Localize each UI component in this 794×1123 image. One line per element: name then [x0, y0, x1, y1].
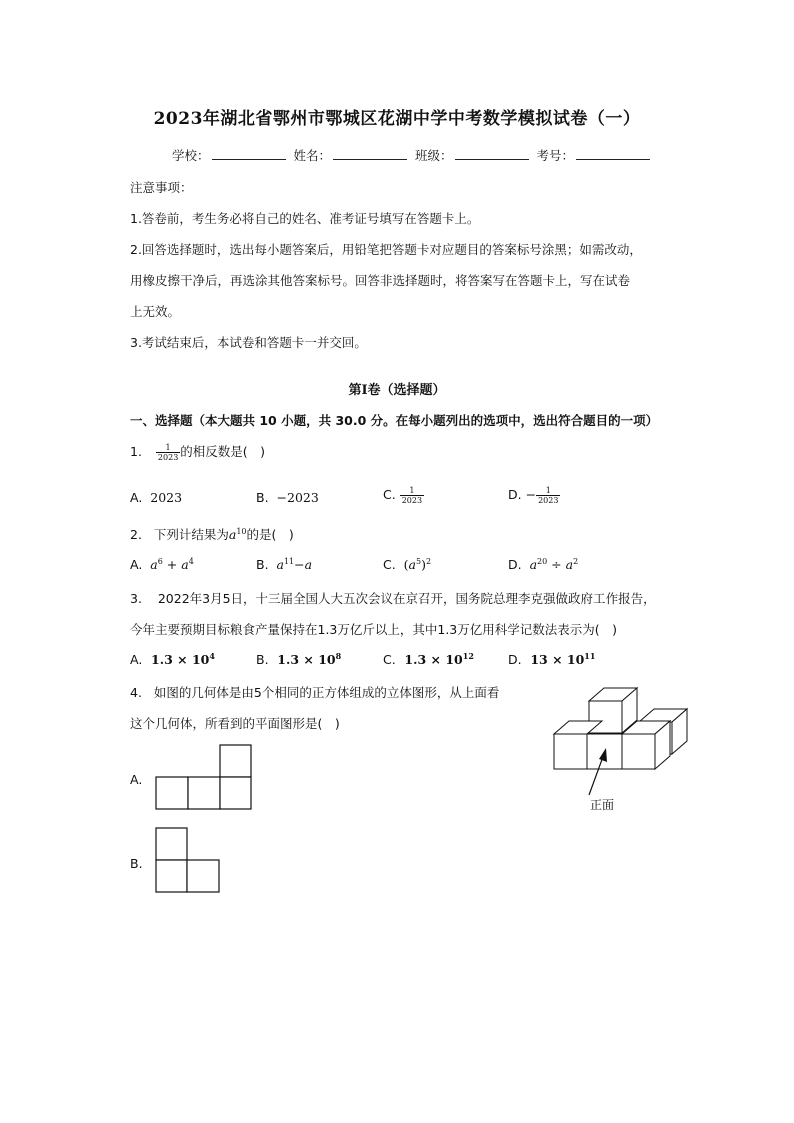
math-variable: a — [150, 557, 158, 572]
option-value: 1.3 × 10 — [151, 652, 210, 667]
question-4-number: 4. — [130, 685, 142, 700]
q4-option-b-figure — [154, 826, 224, 894]
option-label: D. — [508, 557, 522, 572]
q2-option-a — [130, 557, 194, 572]
class-label: 班级： — [415, 148, 453, 163]
math-exponent: 6 — [157, 557, 163, 566]
option-label: C. — [383, 652, 396, 667]
math-exponent: 10 — [236, 527, 247, 536]
option-label: B. — [256, 557, 269, 572]
option-label: B. — [256, 490, 269, 505]
math-exponent: 4 — [188, 557, 194, 566]
exam-no-label: 考号： — [536, 148, 575, 163]
notice-item-3: 3.考试结束后，本试卷和答题卡一并交回。 — [130, 335, 367, 350]
option-label: C. — [383, 557, 396, 572]
math-paren: ( — [403, 557, 409, 572]
q1-option-c — [383, 486, 424, 505]
fraction-denominator: 2023 — [157, 453, 179, 462]
q4-option-b-label: B. — [130, 856, 143, 871]
name-blank — [333, 147, 407, 160]
notice-item-2-line-2: 用橡皮擦干净后，再选涂其他答案标号。回答非选择题时，将答案写在答题卡上，写在试卷 — [130, 273, 631, 288]
question-1-number: 1. — [130, 444, 142, 459]
option-value: 1.3 × 10 — [404, 652, 463, 667]
question-1-text: 的相反数是( ) — [180, 444, 266, 459]
option-fraction — [536, 486, 560, 505]
question-3-number: 3. — [130, 591, 142, 606]
math-operator: + — [162, 557, 182, 572]
option-label: A. — [130, 652, 143, 667]
math-paren: ) — [421, 557, 426, 572]
q3-option-d — [508, 651, 595, 667]
math-variable: a — [228, 527, 237, 542]
front-right-face — [622, 734, 655, 769]
fraction-numerator: 1 — [165, 443, 171, 452]
math-variable: a — [565, 557, 574, 572]
math-variable: a — [529, 557, 538, 572]
cube-solid-figure — [548, 682, 698, 817]
option-label: D. — [508, 487, 522, 502]
notice-item-2-line-3: 上无效。 — [130, 304, 181, 319]
fraction-denominator: 2023 — [538, 496, 559, 505]
math-exponent: 8 — [335, 651, 342, 661]
exam-no-blank — [576, 147, 650, 160]
front-view-label: 正面 — [590, 798, 615, 812]
math-variable: a — [408, 557, 416, 572]
fraction-numerator: 1 — [409, 486, 415, 495]
school-label: 学校： — [172, 148, 210, 163]
question-4-line-2: 这个几何体，所看到的平面图形是( ) — [130, 716, 340, 731]
math-exponent: 5 — [416, 557, 422, 566]
question-1 — [130, 442, 265, 462]
notice-item-1: 1.答卷前，考生务必将自己的姓名、准考证号填写在答题卡上。 — [130, 211, 480, 226]
q1-option-d — [508, 486, 560, 505]
math-operator: ÷ — [547, 557, 566, 572]
math-exponent: 11 — [584, 651, 596, 661]
math-operator: − — [294, 557, 305, 572]
q3-option-c — [383, 651, 474, 667]
minus-sign: − — [525, 487, 537, 502]
question-2-text-pre: 下列计结果为 — [153, 527, 229, 542]
fraction-numerator: 1 — [545, 486, 551, 495]
option-label: A. — [130, 490, 143, 505]
math-exponent: 20 — [537, 557, 548, 566]
class-blank — [455, 147, 529, 160]
section-1-heading: 一、选择题（本大题共 10 小题，共 30.0 分。在每小题列出的选项中，选出符合题目的一项） — [130, 413, 659, 428]
question-1-fraction — [156, 443, 180, 462]
question-3-line-1 — [130, 589, 656, 607]
notice-heading: 注意事项： — [130, 180, 193, 195]
page-title: 2023年湖北省鄂州市鄂城区花湖中学中考数学模拟试卷（一） — [153, 109, 641, 129]
fraction-denominator: 2023 — [401, 496, 423, 505]
question-4-text: 如图的几何体是由5个相同的正方体组成的立体图形，从上面看 — [153, 685, 500, 700]
question-4-line-1 — [130, 683, 499, 701]
math-exponent: 12 — [462, 651, 474, 661]
volume-heading: 第Ⅰ卷（选择题） — [348, 383, 446, 398]
question-3-line-2: 今年主要预期目标粮食产量保持在1.3万亿斤以上，其中1.3万亿用科学记数法表示为( ) — [130, 622, 618, 637]
option-label: D. — [508, 652, 522, 667]
option-value: 2023 — [150, 490, 183, 505]
notice-item-2-line-1: 2.回答选择题时，选出每小题答案后，用铅笔把答题卡对应题目的答案标号涂黑；如需改动， — [130, 242, 642, 257]
option-value: 1.3 × 10 — [277, 652, 336, 667]
student-info-row — [172, 146, 654, 164]
q1-option-a — [130, 490, 182, 505]
question-2 — [130, 525, 294, 543]
name-label: 姓名： — [293, 148, 332, 163]
option-label: C. — [383, 487, 396, 502]
math-exponent: 2 — [425, 557, 432, 566]
q2-option-d — [508, 557, 578, 572]
q2-option-b — [256, 557, 312, 572]
q4-option-a-label: A. — [130, 772, 143, 787]
math-variable: a — [181, 557, 189, 572]
question-2-text-post: 的是( ) — [246, 527, 294, 542]
option-value: −2023 — [276, 490, 319, 505]
math-exponent: 2 — [573, 557, 579, 566]
q3-option-b — [256, 651, 341, 667]
q2-option-c — [383, 557, 431, 572]
q1-option-b — [256, 490, 319, 505]
math-variable: a — [304, 557, 313, 572]
math-exponent: 11 — [283, 557, 295, 566]
question-2-number: 2. — [130, 527, 142, 542]
math-variable: a — [276, 557, 284, 572]
math-exponent: 4 — [209, 651, 215, 661]
option-label: A. — [130, 557, 143, 572]
option-label: B. — [256, 652, 269, 667]
q3-option-a — [130, 651, 215, 667]
q4-option-a-figure — [154, 743, 254, 811]
front-left-face — [554, 734, 587, 769]
option-value: 13 × 10 — [530, 652, 585, 667]
school-blank — [212, 147, 286, 160]
option-fraction — [400, 486, 424, 505]
question-3-text: 2022年3月5日，十三届全国人大五次会议在京召开，国务院总理李克强做政府工作报告， — [157, 591, 656, 606]
